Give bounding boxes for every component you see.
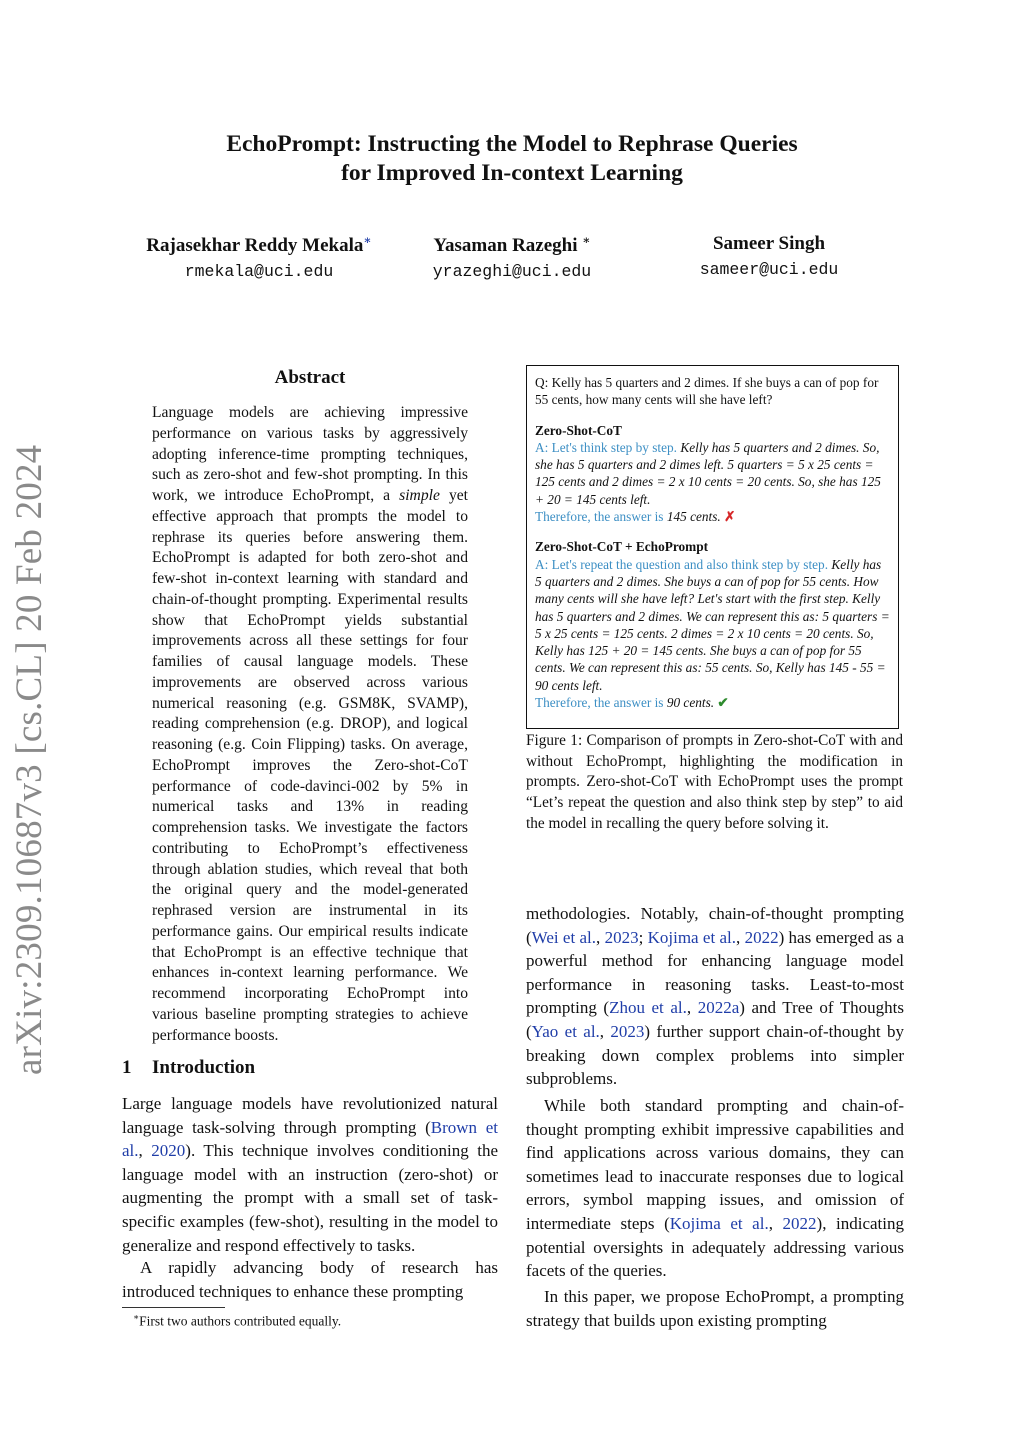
footnote: ∗First two authors contributed equally. <box>133 1312 342 1329</box>
figure-1-caption: Figure 1: Comparison of prompts in Zero-shot-CoT with and without EchoPrompt, highlighting the modification in prompts. Zero-shot-CoT with EchoPrompt uses the prompt “Let’s repeat the question and also think step by step” to aid the model in recalling the query before solving it. <box>526 732 903 832</box>
author-2-name: Yasaman Razeghi <box>433 235 578 256</box>
author-3 <box>680 233 858 279</box>
title-line-2: for Improved In-context Learning <box>341 160 683 186</box>
figure-question: Q: Kelly has 5 quarters and 2 dimes. If she buys a can of pop for 55 cents, how many cents will she have left? <box>535 375 879 408</box>
title-line-1: EchoPrompt: Instructing the Model to Rephrase Queries <box>226 131 798 157</box>
abstract-heading: Abstract <box>274 367 346 388</box>
section-heading-introduction: 1 Introduction <box>122 1057 256 1078</box>
author-2-footnote-mark: ∗ <box>582 233 591 247</box>
figure-echoprompt-title: Zero-Shot-CoT + EchoPrompt <box>535 539 709 555</box>
citation-link[interactable]: Brown et al. <box>122 1117 499 1161</box>
author-1 <box>128 233 390 281</box>
figure-1-box <box>526 365 899 729</box>
figure-echoprompt-answer: A: Let's repeat the question and also think step by step. Kelly has 5 quarters and 2 dimes. She buys a can of pop for 55 cents. How many cents will she have left? Let's start with the first step. Kelly has 5 quarters and 2 dimes. We can represent this as: 5 quarters = 5 x 25 cents = 125 cents. 2 dimes = 2 x 10 cents = 20 cents. So, Kelly has 125 + 20 = 145 cents. She buys a can of pop for 55 cents. We can represent this as: 55 cents. So, Kelly has 145 - 55 = 90 cents left. Therefore, the answer is 90 cents. ✔ <box>535 556 890 711</box>
author-2 <box>412 233 612 281</box>
citation-year-link[interactable]: 2020 <box>151 1141 186 1161</box>
intro-paragraph-2: A rapidly advancing body of research has introduced techniques to enhance these prompting <box>122 1258 498 1301</box>
paper-title <box>140 130 884 188</box>
intro-paragraph-1: Large language models have revolutionized natural language task-solving through prompting (Brown et al., 2020). This technique involves conditioning the language model with an instruction (zero-shot) or augmenting the prompt with a small set of task-specific examples (few-shot), resulting in the model to generalize and respond effectively to tasks. <box>122 1094 499 1255</box>
citation-year-link[interactable]: 2023 <box>604 927 639 947</box>
author-1-name: Rajasekhar Reddy Mekala <box>146 235 364 256</box>
arxiv-stamp: arXiv:2309.10687v3 [cs.CL] 20 Feb 2024 <box>9 444 50 1075</box>
author-3-name: Sameer Singh <box>712 233 826 254</box>
intro-paragraph-5: In this paper, we propose EchoPrompt, a prompting strategy that builds upon existing prompting <box>526 1287 904 1330</box>
citation-year-link[interactable]: 2022 <box>744 927 779 947</box>
footnote-divider <box>122 1307 225 1308</box>
abstract-emphasis: simple <box>399 487 440 504</box>
citation-link[interactable]: Zhou et al. <box>609 998 687 1018</box>
figure-zero-shot-title: Zero-Shot-CoT <box>535 422 622 438</box>
wrong-mark-icon: ✗ <box>724 509 736 525</box>
author-2-email: yrazeghi@uci.edu <box>432 262 592 281</box>
citation-link[interactable]: Wei et al. <box>531 927 597 947</box>
citation-link[interactable]: Kojima et al. <box>647 927 736 947</box>
author-1-footnote-mark[interactable]: ∗ <box>363 233 372 247</box>
citation-link[interactable]: Yao et al. <box>531 1021 600 1041</box>
citation-year-link[interactable]: 2022a <box>697 998 740 1018</box>
citation-link[interactable]: Kojima et al. <box>669 1213 769 1233</box>
figure-zero-shot-answer: A: Let's think step by step. Kelly has 5 quarters and 2 dimes. So, she has 5 quarters and 2 dimes left. 5 quarters = 5 x 25 cents = 125 cents and 2 dimes = 2 x 10 cents = 20 cents. So, she has 125 + 20 = 145 cents left. Therefore, the answer is 145 cents. ✗ <box>535 439 881 525</box>
author-1-email: rmekala@uci.edu <box>184 262 334 281</box>
intro-paragraph-4: While both standard prompting and chain-of-thought prompting exhibit impressive capabilities and find applications across various domains, they can sometimes lead to inaccurate responses due to logical errors, symbol mapping issues, and omission of intermediate steps (Kojima et al., 2022), indicating potential oversights in adequately addressing various facets of the queries. <box>526 1096 904 1281</box>
check-mark-icon: ✔ <box>717 695 729 711</box>
citation-year-link[interactable]: 2022 <box>782 1213 817 1233</box>
author-3-email: sameer@uci.edu <box>699 260 839 279</box>
intro-paragraph-3: methodologies. Notably, chain-of-thought prompting (Wei et al., 2023; Kojima et al., 2022) has emerged as a powerful method for enhancing language model performance in reasoning tasks. Least-to-most prompting (Zhou et al., 2022a) and Tree of Thoughts (Yao et al., 2023) further support chain-of-thought by breaking down complex problems into simpler subproblems. <box>526 904 905 1089</box>
abstract-body: Language models are achieving impressive performance on various tasks by aggressively adopting inference-time prompting techniques, such as zero-shot and few-shot prompting. In this work, we introduce EchoPrompt, a simple yet effective approach that prompts the model to rephrase its queries before answering them. EchoPrompt is adapted for both zero-shot and few-shot in-context learning with standard and chain-of-thought prompting. Experimental results show that EchoPrompt yields substantial improvements across all these settings for four families of causal language models. These improvements are observed across various numerical reasoning (e.g. GSM8K, SVAMP), reading comprehension (e.g. DROP), and logical reasoning (e.g. Coin Flipping) tasks. On average, EchoPrompt improves the Zero-shot-CoT performance of code-davinci-002 by 5% in numerical tasks and 13% in reading comprehension tasks. We investigate the factors contributing to EchoPrompt’s effectiveness through ablation studies, which reveal that both the original query and the model-generated rephrased version are instrumental in its performance gains. Our empirical results indicate that EchoPrompt is an effective technique that enhances in-context learning performance. We recommend incorporating EchoPrompt into various baseline prompting strategies to achieve performance boosts. <box>152 404 468 1044</box>
citation-year-link[interactable]: 2023 <box>610 1021 645 1041</box>
